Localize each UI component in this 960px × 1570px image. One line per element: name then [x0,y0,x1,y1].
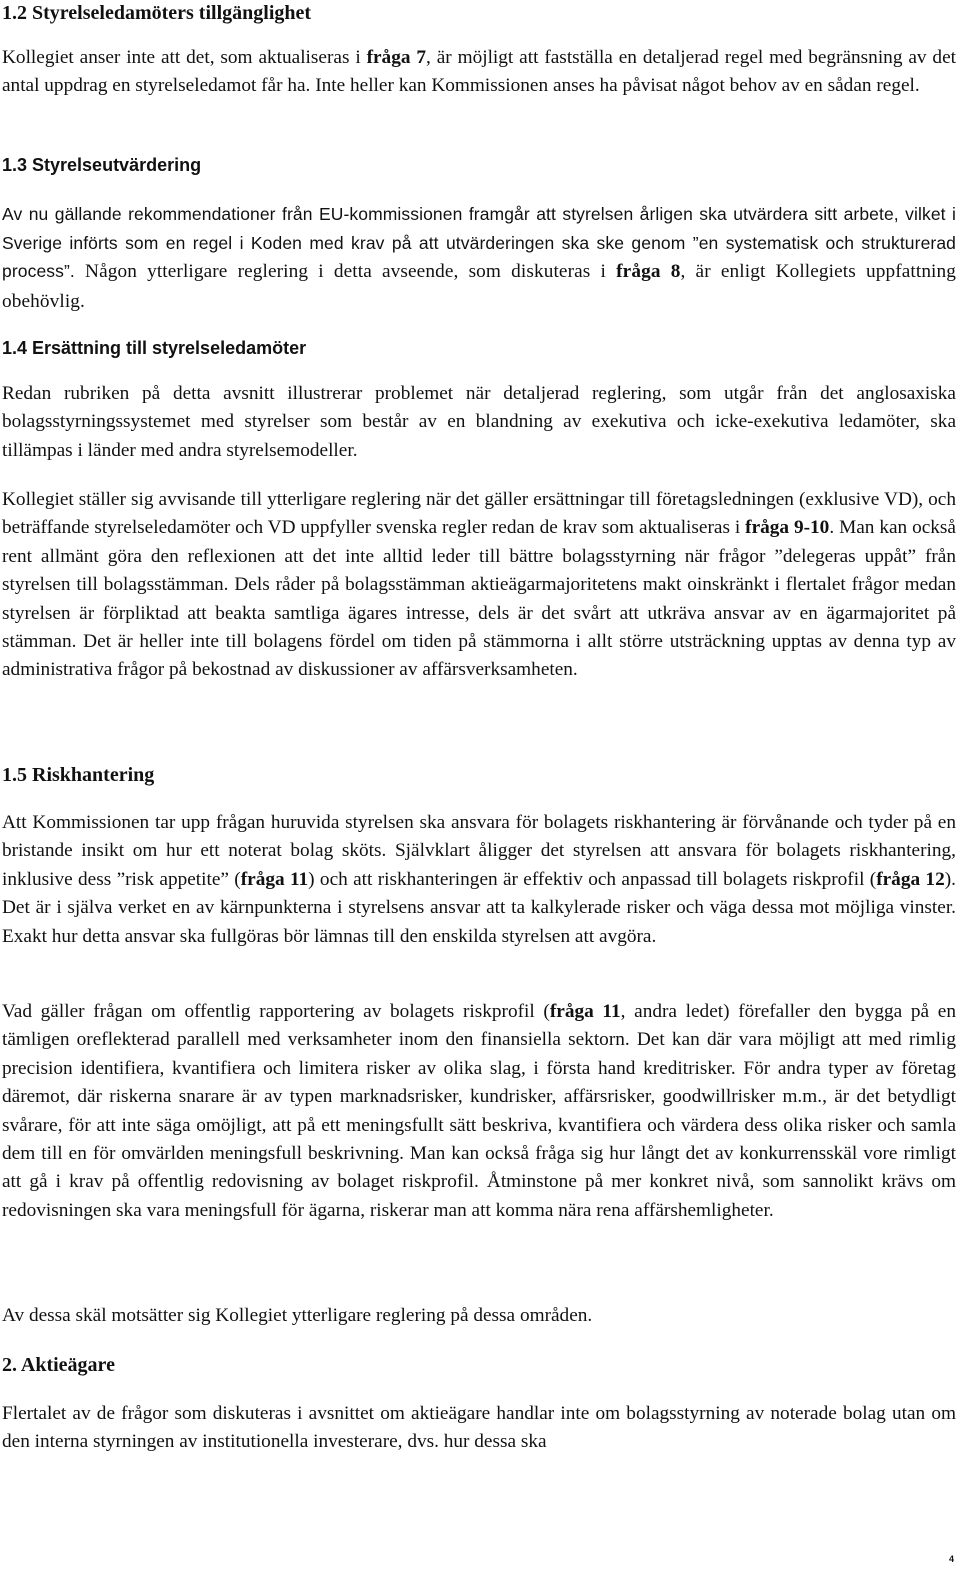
section-heading-1-5: 1.5 Riskhantering [2,764,155,786]
section-heading-1-3: 1.3 Styrelseutvärdering [2,155,202,175]
paragraph-1-2: Kollegiet anser inte att det, som aktualiseras i fråga 7, är möjligt att fastställa en detaljerad regel med begränsning av det antal uppdrag en styrelseledamot får ha. Inte heller kan Kommissionen anses ha påvisat något behov av en sådan regel. [2,47,956,97]
paragraph-1-5-a: Att Kommissionen tar upp frågan huruvida styrelsen ska ansvara för bolagets riskhantering är förvånande och tyder på en bristande insikt om hur ett noterat bolag sköts. Självklart åligger det styrelsen att ansvara för bolagets riskhantering, inklusive dess ”risk appetite” (fråga 11) och att riskhanteringen är effektiv och anpassad till bolagets riskprofil (fråga 12). Det är i själva verket en av kärnpunkterna i styrelsens ansvar att ta kalkylerade risker och väga dessa mot möjliga vinster. Exakt hur detta ansvar ska fullgöras bör lämnas till den enskilda styrelsen att avgöra. [2,812,956,947]
section-heading-1-2: 1.2 Styrelseledamöters tillgänglighet [2,2,312,24]
section-heading-1-4: 1.4 Ersättning till styrelseledamöter [2,338,307,358]
paragraph-2: Flertalet av de frågor som diskuteras i avsnittet om aktieägare handlar inte om bolagsstyrning av noterade bolag utan om den interna styrningen av institutionella investerare, dvs. hur dessa ska [2,1403,956,1453]
page-number: 4 [948,1554,954,1564]
paragraph-1-5-b: Vad gäller frågan om offentlig rapportering av bolagets riskprofil (fråga 11, andra ledet) förefaller den bygga på en tämligen oreflekterad parallell med verksamheter inom den finansiella sektorn. Det kan där vara möjligt att med rimlig precision identifiera, kvantifiera och limitera risker av olika slag, i första hand kreditrisker. För andra typer av företag däremot, där riskerna snarare är av typen marknadsrisker, kundrisker, affärsrisker, goodwillrisker m.m., är det betydligt svårare, för att inte säga omöjligt, att på ett meningsfullt sätt beskriva, kvantifiera och värdera dess olika risker och samla dem till en för omvärlden meningsfull beskrivning. Man kan också fråga sig hur långt det av konkurrensskäl vore rimligt att gå i krav på offentlig redovisning av bolaget riskprofil. Åtminstone på mer konkret nivå, som sannolikt krävs om redovisningen ska vara meningsfull för ägarna, riskerar man att komma nära rena affärshemligheter. [2,1001,956,1221]
paragraph-1-4-b: Kollegiet ställer sig avvisande till ytterligare reglering när det gäller ersättningar till företagsledningen (exklusive VD), och beträffande styrelseledamöter och VD uppfyller svenska regler redan de krav som aktualiseras i fråga 9-10. Man kan också rent allmänt göra den reflexionen att det inte alltid leder till bättre bolagsstyrning när frågor ”delegeras uppåt” från styrelsen till bolagsstämman. Dels råder på bolagsstämman aktieägarmajoritetens makt oinskränkt i flertalet frågor medan styrelsen är förpliktad att beakta samtliga ägares intresse, dels är det svårt att utkräva ansvar av en ägarmajoritet på stämman. Det är heller inte till bolagens fördel om tiden på stämmorna i allt större utsträckning upptas av denna typ av administrativa frågor på bekostnad av diskussioner av affärsverksamheten. [2,489,956,681]
paragraph-1-3: Av nu gällande rekommendationer från EU-kommissionen framgår att styrelsen årligen ska utvärdera sitt arbete, vilket i Sverige införts som en regel i Koden med krav på att utvärderingen ska ske genom ”en systematisk och strukturerad process”. Någon ytterligare reglering i detta avseende, som diskuteras i fråga 8, är enligt Kollegiets uppfattning obehövlig. [2,204,956,312]
paragraph-1-5-c: Av dessa skäl motsätter sig Kollegiet ytterligare reglering på dessa områden. [2,1305,593,1326]
section-heading-2: 2. Aktieägare [2,1354,115,1376]
paragraph-1-4-a: Redan rubriken på detta avsnitt illustrerar problemet när detaljerad reglering, som utgår från det anglosaxiska bolagsstyrningssystemet med styrelser som består av en blandning av exekutiva och icke-exekutiva ledamöter, ska tillämpas i länder med andra styrelsemodeller. [2,383,956,461]
